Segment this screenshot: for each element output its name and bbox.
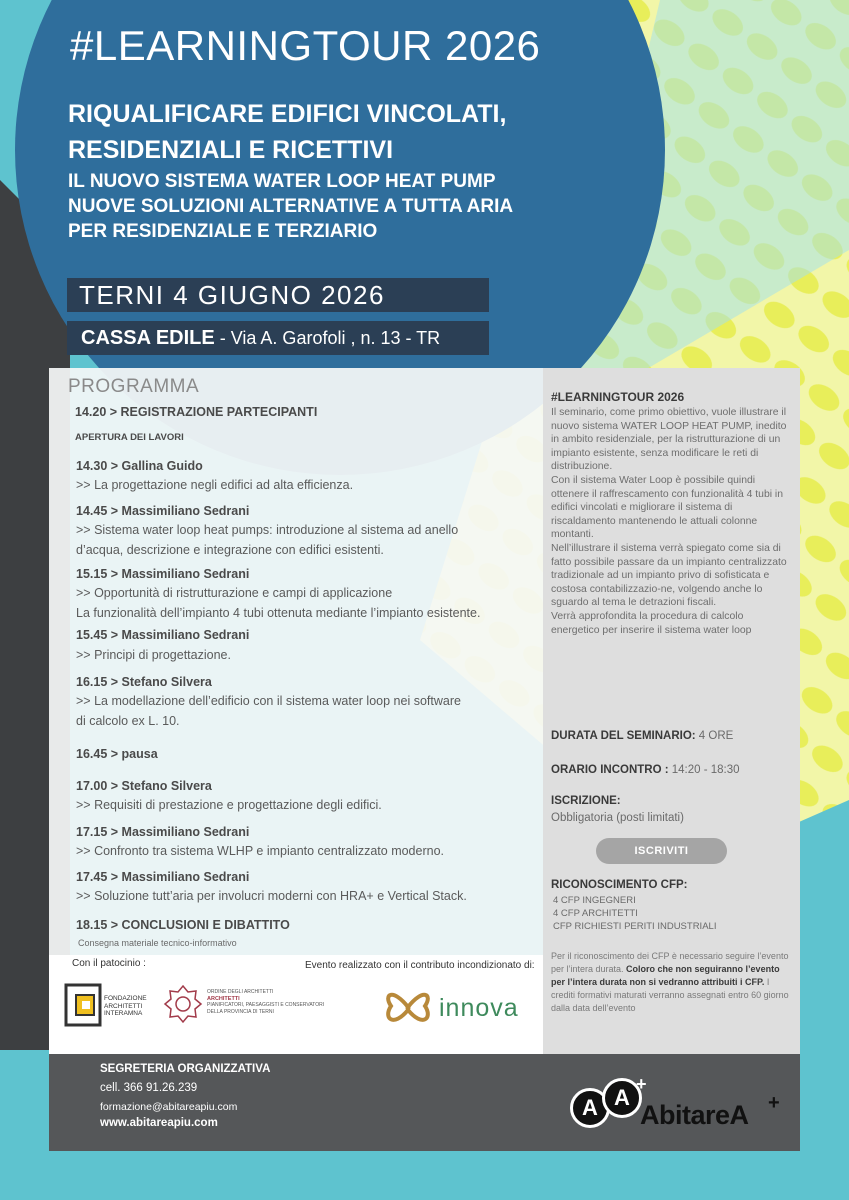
slot-description: >> Opportunità di ristrutturazione e campi di applicazione — [76, 586, 393, 600]
conclusion-note: Consegna materiale tecnico-informativo — [78, 938, 237, 948]
description-paragraph: Nell’illustrare il sistema verrà spiegato come sia di fatto possibile passare da un impianto centralizzato tradizionale ad un impianto privo di sofisticata e costosa contabilizzazio-ne, volgendo anche lo sguardo al tema le detrazioni fiscali. — [551, 542, 787, 609]
cfp-note — [551, 950, 791, 1015]
slot-time: 17.15 > Massimiliano Sedrani — [76, 825, 250, 839]
logo-plus-small: + — [636, 1074, 647, 1094]
slot-time: 17.00 > Stefano Silvera — [76, 779, 212, 793]
slot-time: 17.45 > Massimiliano Sedrani — [76, 870, 250, 884]
sidebar-title: #LEARNINGTOUR 2026 — [551, 390, 685, 404]
description-paragraph: Verrà approfondita la procedura di calcolo energetico per inserire il sistema water loop — [551, 610, 752, 636]
venue-address: - Via A. Garofoli , n. 13 - TR — [214, 328, 441, 348]
cfp-label: RICONOSCIMENTO CFP: — [551, 879, 688, 891]
slot-time: 15.45 > Massimiliano Sedrani — [76, 628, 250, 642]
signup-value: Obbligatoria (posti limitati) — [551, 812, 684, 824]
organizer-email[interactable]: formazione@abitareapiu.com — [100, 1101, 238, 1113]
slot-description: >> Requisiti di prestazione e progettazione degli edifici. — [76, 798, 382, 812]
description-paragraph: Con il sistema Water Loop è possibile quindi ottenere il raffrescamento con funzionalità 4 tubi in edifici vincolati e migliorare il sistema di riscaldamento mantenendo le attuali colonne montanti. — [551, 474, 784, 541]
contribution-label: Evento realizzato con il contributo incondizionato di: — [305, 960, 535, 971]
event-hashtag-title: #LEARNINGTOUR 2026 — [70, 22, 541, 69]
fondazione-logo — [64, 983, 156, 1031]
cfp-item: CFP RICHIESTI PERITI INDUSTRIALI — [553, 921, 717, 932]
slot-time: 14.30 > Gallina Guido — [76, 459, 203, 473]
slot-description: >> Principi di progettazione. — [76, 648, 231, 662]
slot-description: >> La modellazione dell’edificio con il sistema water loop nei software — [76, 694, 461, 708]
event-date-bar — [67, 278, 489, 312]
slot-time: 16.45 > pausa — [76, 747, 158, 761]
event-date: TERNI 4 GIUGNO 2026 — [79, 280, 385, 310]
schedule-label: ORARIO INCONTRO : — [551, 764, 669, 776]
slot-description: La funzionalità dell’impianto 4 tubi ottenuta mediante l’impianto esistente. — [76, 606, 481, 620]
slot-time: 14.45 > Massimiliano Sedrani — [76, 504, 250, 518]
innova-logo — [383, 980, 533, 1036]
ordine-line: PIANIFICATORI, PAESAGGISTI E CONSERVATORI — [207, 1002, 325, 1008]
subtitle-line-2: NUOVE SOLUZIONI ALTERNATIVE A TUTTA ARIA — [68, 196, 514, 217]
slot-time: 15.15 > Massimiliano Sedrani — [76, 567, 250, 581]
ordine-line: DELLA PROVINCIA DI TERNI — [207, 1008, 274, 1015]
duration-value: 4 ORE — [695, 730, 734, 742]
logo-wordmark: AbitareA — [640, 1100, 749, 1130]
logo-plus: + — [768, 1092, 780, 1114]
ordine-seal-icon — [163, 984, 203, 1024]
duration-row — [551, 730, 733, 742]
innova-wordmark: innova — [439, 994, 519, 1022]
fondazione-line: ARCHITETTI — [104, 1002, 143, 1010]
duration-label: DURATA DEL SEMINARIO: — [551, 730, 696, 742]
cfp-note-bold: Coloro che non seguiranno l’evento per l’intera durata non si vedranno attribuiti i CFP. — [551, 964, 780, 987]
logo-badge-a: A — [570, 1088, 610, 1128]
slot-description: >> Soluzione tutt’aria per involucri moderni con HRA+ e Vertical Stack. — [76, 889, 467, 903]
innova-flower-icon — [383, 980, 433, 1034]
cfp-note-text: Per il riconoscimento dei CFP è necessario seguire l’evento per l’intera durata. — [551, 951, 789, 974]
fondazione-icon — [64, 983, 104, 1029]
schedule-value: 14:20 - 18:30 — [668, 764, 740, 776]
subtitle-line-1: IL NUOVO SISTEMA WATER LOOP HEAT PUMP — [68, 171, 496, 192]
cfp-item: 4 CFP ARCHITETTI — [553, 908, 638, 919]
signup-label: ISCRIZIONE: — [551, 795, 621, 807]
venue-bar — [67, 321, 489, 355]
organizer-phone: cell. 366 91.26.239 — [100, 1082, 198, 1094]
registration-item: 14.20 > REGISTRAZIONE PARTECIPANTI — [75, 405, 318, 419]
title-line-1: RIQUALIFICARE EDIFICI VINCOLATI, — [68, 100, 507, 128]
slot-description: >> Sistema water loop heat pumps: introduzione al sistema ad anello — [76, 523, 459, 537]
opening-item: APERTURA DEI LAVORI — [75, 432, 184, 443]
venue-name: CASSA EDILE — [81, 327, 215, 349]
logo-badge-a-plus: A — [602, 1078, 642, 1118]
cfp-item: 4 CFP INGEGNERI — [553, 895, 636, 906]
program-heading: PROGRAMMA — [68, 376, 200, 397]
ordine-architetti-logo — [163, 984, 325, 1028]
cfp-note-text: I crediti formativi maturati verranno assegnati entro 60 giorno dalla data dell’evento — [551, 977, 789, 1013]
ordine-line: ORDINE DEGLI ARCHITETTI — [207, 989, 274, 995]
ordine-title: ARCHITETTI — [207, 995, 240, 1002]
slot-description: >> Confronto tra sistema WLHP e impianto centralizzato moderno. — [76, 844, 444, 858]
patronage-label: Con il patocinio : — [72, 958, 146, 969]
slot-description: d’acqua, descrizione e integrazione con edifici esistenti. — [76, 543, 384, 557]
seminar-description — [551, 406, 791, 637]
signup-button[interactable]: ISCRIVITI — [596, 838, 727, 864]
fondazione-line: FONDAZIONE — [104, 995, 147, 1002]
description-paragraph: Il seminario, come primo obiettivo, vuole illustrare il nuovo sistema WATER LOOP HEAT PUMP, inedito in ambito residenziale, per la ristrutturazione di un impianto esistente, senza modificare le reti di distribuzione. — [551, 407, 787, 473]
organizer-title: SEGRETERIA ORGANIZZATIVA — [100, 1063, 271, 1075]
abitarea-logo — [566, 1074, 796, 1138]
title-line-2: RESIDENZIALI E RICETTIVI — [68, 136, 394, 164]
schedule-row — [551, 764, 740, 776]
subtitle-line-3: PER RESIDENZIALE E TERZIARIO — [68, 221, 378, 242]
slot-description: di calcolo ex L. 10. — [76, 714, 180, 728]
conclusion-item: 18.15 > CONCLUSIONI E DIBATTITO — [76, 918, 290, 932]
slot-time: 16.15 > Stefano Silvera — [76, 675, 212, 689]
organizer-website[interactable]: www.abitareapiu.com — [100, 1117, 218, 1129]
slot-description: >> La progettazione negli edifici ad alta efficienza. — [76, 478, 354, 492]
fondazione-line: INTERAMNA — [104, 1010, 143, 1017]
